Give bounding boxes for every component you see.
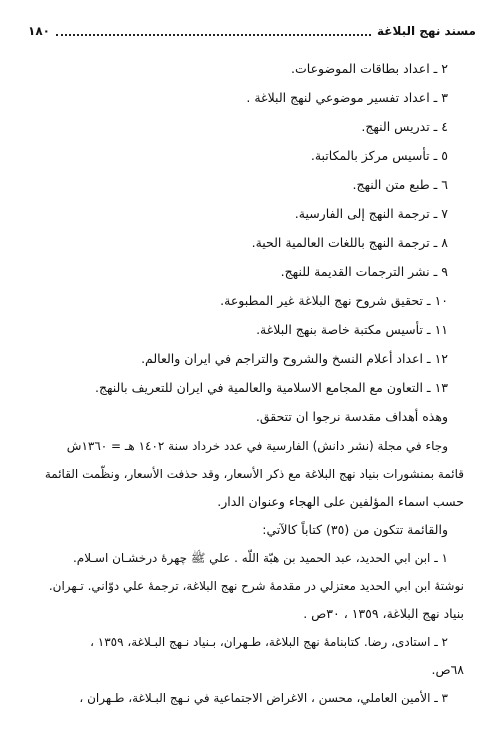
text-line: وجاء في مجلة (نشر دانش) الفارسية في عدد خرداد سنة ١٤٠٢ هـ = ١٣٦٠ش: [66, 439, 448, 453]
text-line: قائمة بمنشورات بنياد نهج البلاغة مع ذكر الأسعار، وقد حذفت الأسعار، ونظّمت القائمة: [44, 467, 464, 481]
page-number: ١٨٠: [28, 24, 50, 38]
header-title: مسند نهج البلاغة: [376, 24, 476, 38]
text-line: ١٣ ـ التعاون مع المجامع الاسلامية والعالمية في ايران للتعريف بالنهج.: [94, 380, 448, 395]
text-line: ١٢ ـ اعداد أعلام النسخ والشروح والتراجم في ايران والعالم.: [141, 351, 448, 366]
text-line: ٣ ـ الأمين العاملي، محسن ، الاغراض الاجتماعية في نـهج البـلاغة، طـهران ،: [79, 691, 448, 705]
text-line: ١١ ـ تأسيس مكتبة خاصة بنهج البلاغة.: [256, 322, 448, 337]
text-line: حسب اسماء المؤلفين على الهجاء وعنوان الدار.: [217, 494, 464, 509]
text-line: ٨ ـ ترجمة النهج باللغات العالمية الحية.: [251, 235, 448, 250]
header-leader-dots: [56, 26, 371, 36]
text-line: ٥ ـ تأسيس مركز بالمكاتبة.: [310, 148, 448, 163]
running-header: [28, 20, 476, 42]
text-line: ٣ ـ اعداد تفسير موضوعي لنهج البلاغة .: [246, 90, 448, 105]
text-line: ٢ ـ اعداد بطاقات الموضوعات.: [291, 61, 448, 76]
text-line: والقائمة تتكون من (٣٥) كتاباً كالآتي:: [262, 522, 448, 537]
text-line: ٦٨ص.: [431, 662, 464, 677]
text-line: بنياد نهج البلاغة، ١٣٥٩ ، ٣٠ص .: [303, 606, 464, 621]
text-line: ٢ ـ استادى، رضا. كتابنامهٔ نهج البلاغة، طـهران، بـنياد نـهج البـلاغة، ١٣٥٩ ،: [90, 635, 448, 649]
text-line: ١ ـ ابن ابي الحديد، عبد الحميد بن هبّة اللّه . علي ﷺ چهرهٔ درخشـان اسـلام.: [72, 551, 448, 565]
text-line: ٤ ـ تدريس النهج.: [361, 119, 448, 134]
text-line: ٧ ـ ترجمة النهج إلى الفارسية.: [294, 206, 448, 221]
text-line: ١٠ ـ تحقيق شروح نهج البلاغة غير المطبوعة.: [220, 293, 448, 308]
text-line: نوشتهٔ ابن ابي الحديد معتزلي در مقدمهٔ شرح نهج البلاغة، ترجمهٔ علي دوّاني. تـهران.: [48, 579, 464, 593]
text-line: ٦ ـ طبع متن النهج.: [352, 177, 448, 192]
text-line: ٩ ـ نشر الترجمات القديمة للنهج.: [280, 264, 448, 279]
text-line: وهذه أهداف مقدسة نرجوا ان تتحقق.: [255, 409, 448, 424]
